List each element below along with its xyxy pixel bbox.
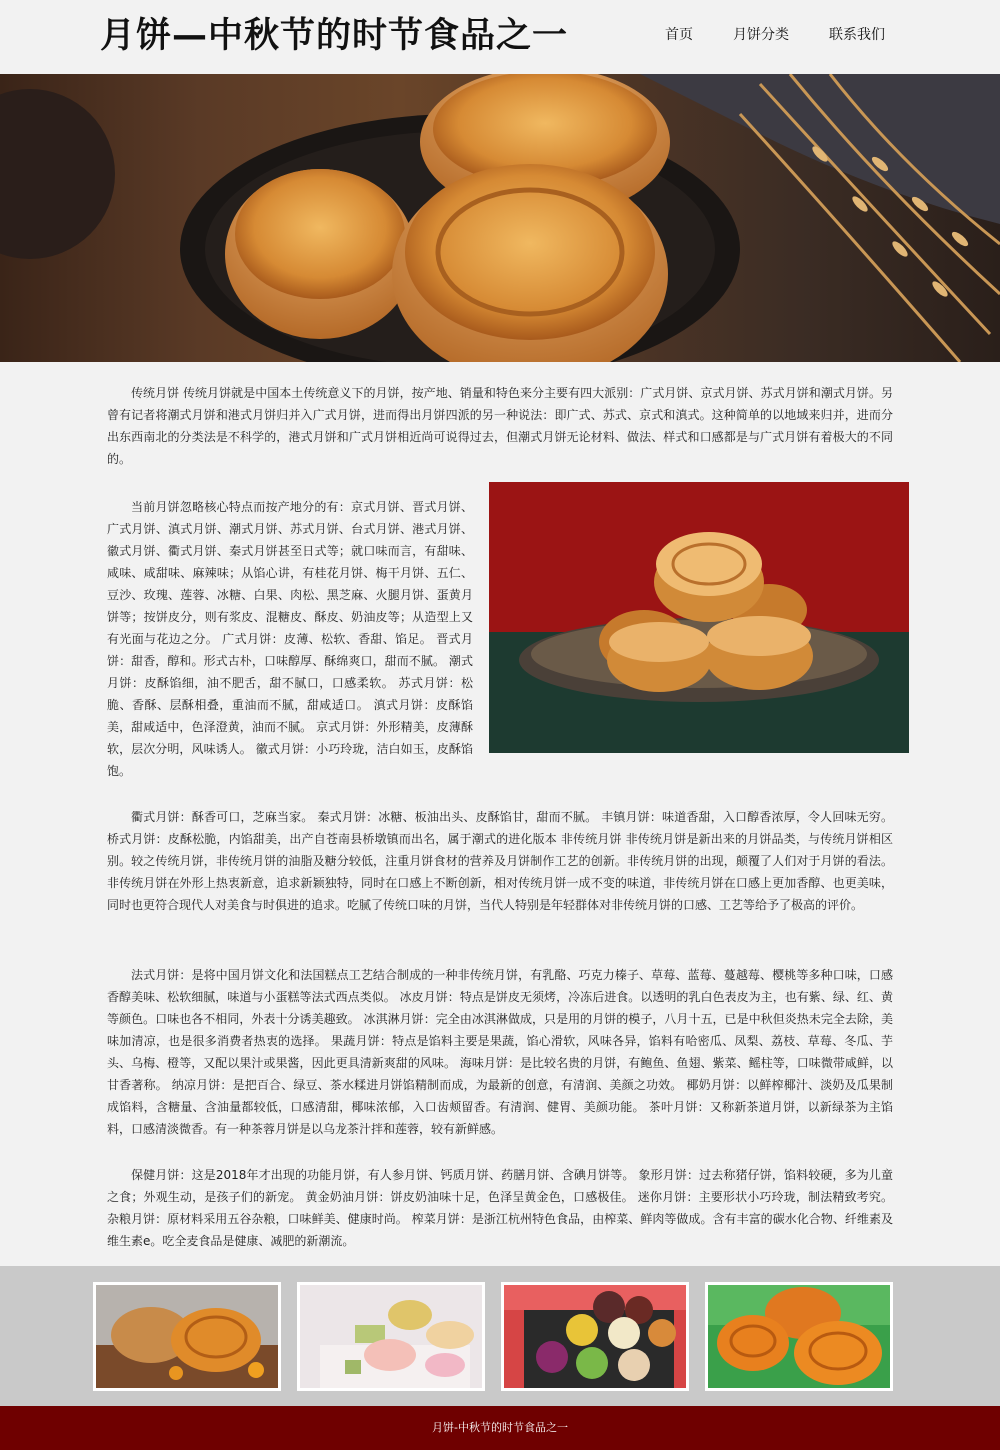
header bbox=[0, 0, 1000, 74]
regional-styles-paragraph: 当前月饼忽略核心特点而按产地分的有：京式月饼、晋式月饼、广式月饼、滇式月饼、潮式月饼、苏式月饼、台式月饼、港式月饼、徽式月饼、衢式月饼、秦式月饼甚至日式等；就口味而言，有甜味、咸味、咸甜味、麻辣味；从馅心讲，有桂花月饼、梅干月饼、五仁、豆沙、玫瑰、莲蓉、冰糖、白果、肉松、黑芝麻、火腿月饼、蛋黄月饼等；按饼皮分，则有浆皮、混糖皮、酥皮、奶油皮等；从造型上又有光面与花边之分。 广式月饼：皮薄、松软、香甜、馅足。 晋式月饼：甜香，醇和。形式古朴，口味醇厚、酥绵爽口，甜而不腻。 潮式月饼：皮酥馅细，油不肥舌，甜不腻口，口感柔软。 苏式月饼：松脆、香酥、层酥相叠，重油而不腻，甜咸适口。 滇式月饼：皮酥馅美，甜咸适中，色泽澄黄，油而不腻。 京式月饼：外形精美，皮薄酥软，层次分明，风味诱人。 徽式月饼：小巧玲珑，洁白如玉，皮酥馅饱。 bbox=[107, 500, 473, 778]
site-title: 月饼—中秋节的时节食品之一 bbox=[100, 16, 569, 56]
intro-paragraph: 传统月饼 传统月饼就是中国本土传统意义下的月饼，按产地、销量和特色来分主要有四大派别：广式月饼、京式月饼、苏式月饼和潮式月饼。另曾有记者将潮式月饼和港式月饼归并入广式月饼，进而得出月饼四派的另一种说法：即广式、苏式、京式和滇式。这种简单的以地域来归并，进而分出东西南北的分类法是不科学的，港式月饼和广式月饼相近尚可说得过去，但潮式月饼无论材料、做法、样式和口感都是与广式月饼有着极大的不同的。 bbox=[107, 386, 893, 466]
gallery-thumb-2[interactable] bbox=[297, 1282, 485, 1391]
nav-contact[interactable]: 联系我们 bbox=[829, 27, 885, 43]
nav-mooncake-categories[interactable]: 月饼分类 bbox=[733, 27, 789, 43]
hero-banner-image bbox=[0, 74, 1000, 362]
non-traditional-paragraph: 衢式月饼：酥香可口，芝麻当家。 秦式月饼：冰糖、板油出头、皮酥馅甘，甜而不腻。 丰镇月饼：味道香甜，入口醇香浓厚，令人回味无穷。 桥式月饼：皮酥松脆，内馅甜美，出产自苍南县桥墩镇而出名，属于潮式的进化版本 非传统月饼 非传统月饼是新出来的月饼品类，与传统月饼相区别。较之传统月饼，非传统月饼的油脂及糖分较低，注重月饼食材的营养及月饼制作工艺的创新。非传统月饼的出现，颠覆了人们对于月饼的看法。非传统月饼在外形上热衷新意，追求新颖独特，同时在口感上不断创新，相对传统月饼一成不变的味道，非传统月饼在口感上更加香醇、也更美味，同时也更符合现代人对美食与时俱进的追求。吃腻了传统口味的月饼，当代人特别是年轻群体对非传统月饼的口感、工艺等给予了极高的评价。 bbox=[107, 810, 893, 912]
gallery-thumb-1[interactable] bbox=[93, 1282, 281, 1391]
gallery-thumb-3[interactable] bbox=[501, 1282, 689, 1391]
main-nav bbox=[665, 25, 885, 45]
image-gallery bbox=[0, 1266, 1000, 1406]
footer bbox=[0, 1406, 1000, 1450]
mooncake-plate-photo bbox=[489, 482, 909, 753]
footer-text: 月饼-中秋节的时节食品之一 bbox=[432, 1421, 568, 1434]
new-varieties-paragraph: 法式月饼：是将中国月饼文化和法国糕点工艺结合制成的一种非传统月饼，有乳酪、巧克力榛子、草莓、蓝莓、蔓越莓、樱桃等多种口味，口感香醇美味、松软细腻，味道与小蛋糕等法式西点类似。 冰皮月饼：特点是饼皮无须烤，冷冻后进食。以透明的乳白色表皮为主，也有紫、绿、红、黄等颜色。口味也各不相同，外表十分诱美趣致。 冰淇淋月饼：完全由冰淇淋做成，只是用的月饼的模子，八月十五，已是中秋但炎热未完全去除，美味加清凉，也是很多消费者热衷的选择。 果蔬月饼：特点是馅料主要是果蔬，馅心滑软，风味各异，馅料有哈密瓜、凤梨、荔枝、草莓、冬瓜、芋头、乌梅、橙等，又配以果汁或果酱，因此更具清新爽甜的风味。 海味月饼：是比较名贵的月饼，有鲍鱼、鱼翅、紫菜、鳐柱等，口味微带咸鲜，以甘香著称。 纳凉月饼：是把百合、绿豆、茶水糅进月饼馅精制而成，为最新的创意，有清润、美颜之功效。 椰奶月饼：以鲜榨椰汁、淡奶及瓜果制成馅料，含糖量、含油量都较低，口感清甜，椰味浓郁，入口齿颊留香。有清润、健胃、美颜功能。 茶叶月饼：又称新茶道月饼，以新绿茶为主馅料，口感清淡微香。有一种茶蓉月饼是以乌龙茶汁拌和莲蓉，较有新鲜感。 bbox=[107, 968, 893, 1136]
gallery-thumb-4[interactable] bbox=[705, 1282, 893, 1391]
health-varieties-paragraph: 保健月饼：这是2018年才出现的功能月饼，有人参月饼、钙质月饼、药膳月饼、含碘月饼等。 象形月饼：过去称猪仔饼，馅料较硬，多为儿童之食；外观生动，是孩子们的新宠。 黄金奶油月饼：饼皮奶油味十足，色泽呈黄金色，口感极佳。 迷你月饼：主要形状小巧玲珑，制法精致考究。 杂粮月饼：原材料采用五谷杂粮，口味鲜美、健康时尚。 榨菜月饼：是浙江杭州特色食品，由榨菜、鲜肉等做成。含有丰富的碳水化合物、纤维素及维生素e。吃全麦食品是健康、减肥的新潮流。 bbox=[107, 1168, 893, 1248]
nav-home[interactable]: 首页 bbox=[665, 27, 693, 43]
